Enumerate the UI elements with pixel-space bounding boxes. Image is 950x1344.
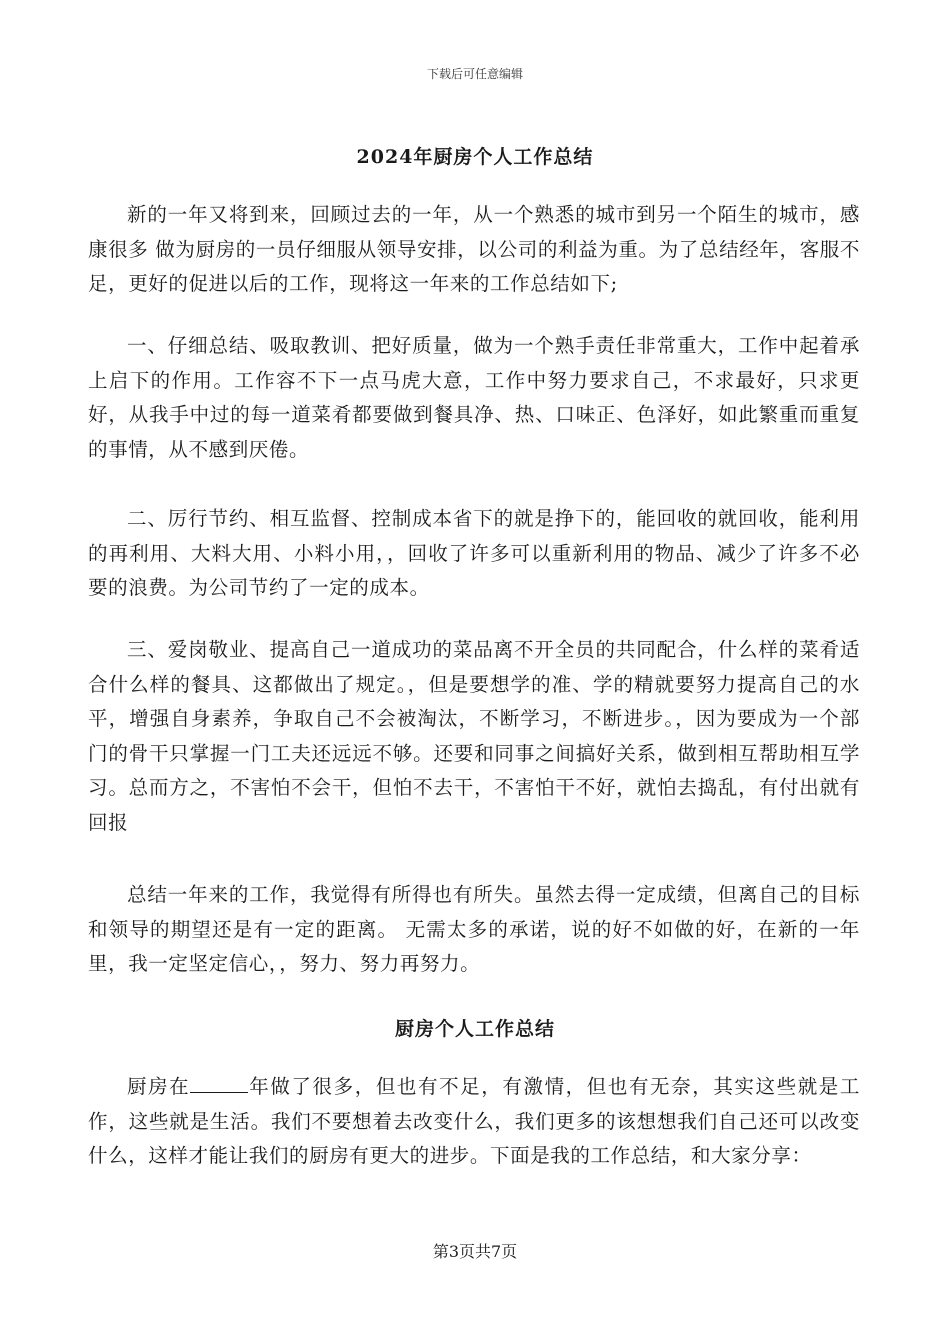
- document-title: 2024年厨房个人工作总结: [356, 146, 594, 168]
- paragraph-section2-intro: [88, 1070, 860, 1174]
- paragraph-point-two: 二、厉行节约、相互监督、控制成本省下的就是挣下的，能回收的就回收，能利用的再利用、大料大用、小料小用，，回收了许多可以重新利用的物品、减少了许多不必要的浪费。为公司节约了一定的成本。: [88, 507, 860, 599]
- header-note: 下载后可任意编辑: [426, 67, 523, 81]
- paragraph-conclusion: 总结一年来的工作，我觉得有所得也有所失。虽然去得一定成绩，但离自己的目标和领导的期望还是有一定的距离。 无需太多的承诺，说的好不如做的好，在新的一年里，我一定坚定信心，，努力、努力再努力。: [88, 883, 860, 975]
- para-rest-text: 年做了很多，但也有不足，有激情，但也有无奈，其实这些就是工作，这些就是生活。我们不要想着去改变什么，我们更多的该想想我们自己还可以改变什么，这样才能让我们的厨房有更大的进步。下面是我的工作总结，和大家分享：: [88, 1075, 860, 1167]
- fill-in-blank: [190, 1074, 248, 1093]
- paragraph-point-one: 一、仔细总结、吸取教训、把好质量，做为一个熟手责任非常重大，工作中起着承上启下的作用。工作容不下一点马虎大意，工作中努力要求自己，不求最好，只求更好，从我手中过的每一道菜肴都要做到餐具净、热、口味正、色泽好，如此繁重而重复的事情，从不感到厌倦。: [88, 334, 860, 461]
- para-lead-text: 厨房在: [127, 1075, 191, 1098]
- paragraph-intro: 新的一年又将到来，回顾过去的一年，从一个熟悉的城市到另一个陌生的城市，感康很多 做为厨房的一员仔细服从领导安排，以公司的利益为重。为了总结经年，客服不足，更好的促进以后的工作，现将这一年来的工作总结如下;: [88, 203, 860, 295]
- section-title: 厨房个人工作总结: [394, 1018, 555, 1040]
- paragraph-point-three: 三、爱岗敬业、提高自己一道成功的菜品离不开全员的共同配合，什么样的菜肴适合什么样的餐具、这都做出了规定。，但是要想学的准、学的精就要努力提高自己的水平，增强自身素养，争取自己不会被淘汰，不断学习，不断进步。，因为要成为一个部门的骨干只掌握一门工夫还远远不够。还要和同事之间搞好关系，做到相互帮助相互学习。总而方之，不害怕不会干，但怕不去干，不害怕干不好，就怕去捣乱，有付出就有回报: [88, 638, 860, 834]
- page-footer: 第3页共7页: [432, 1242, 518, 1261]
